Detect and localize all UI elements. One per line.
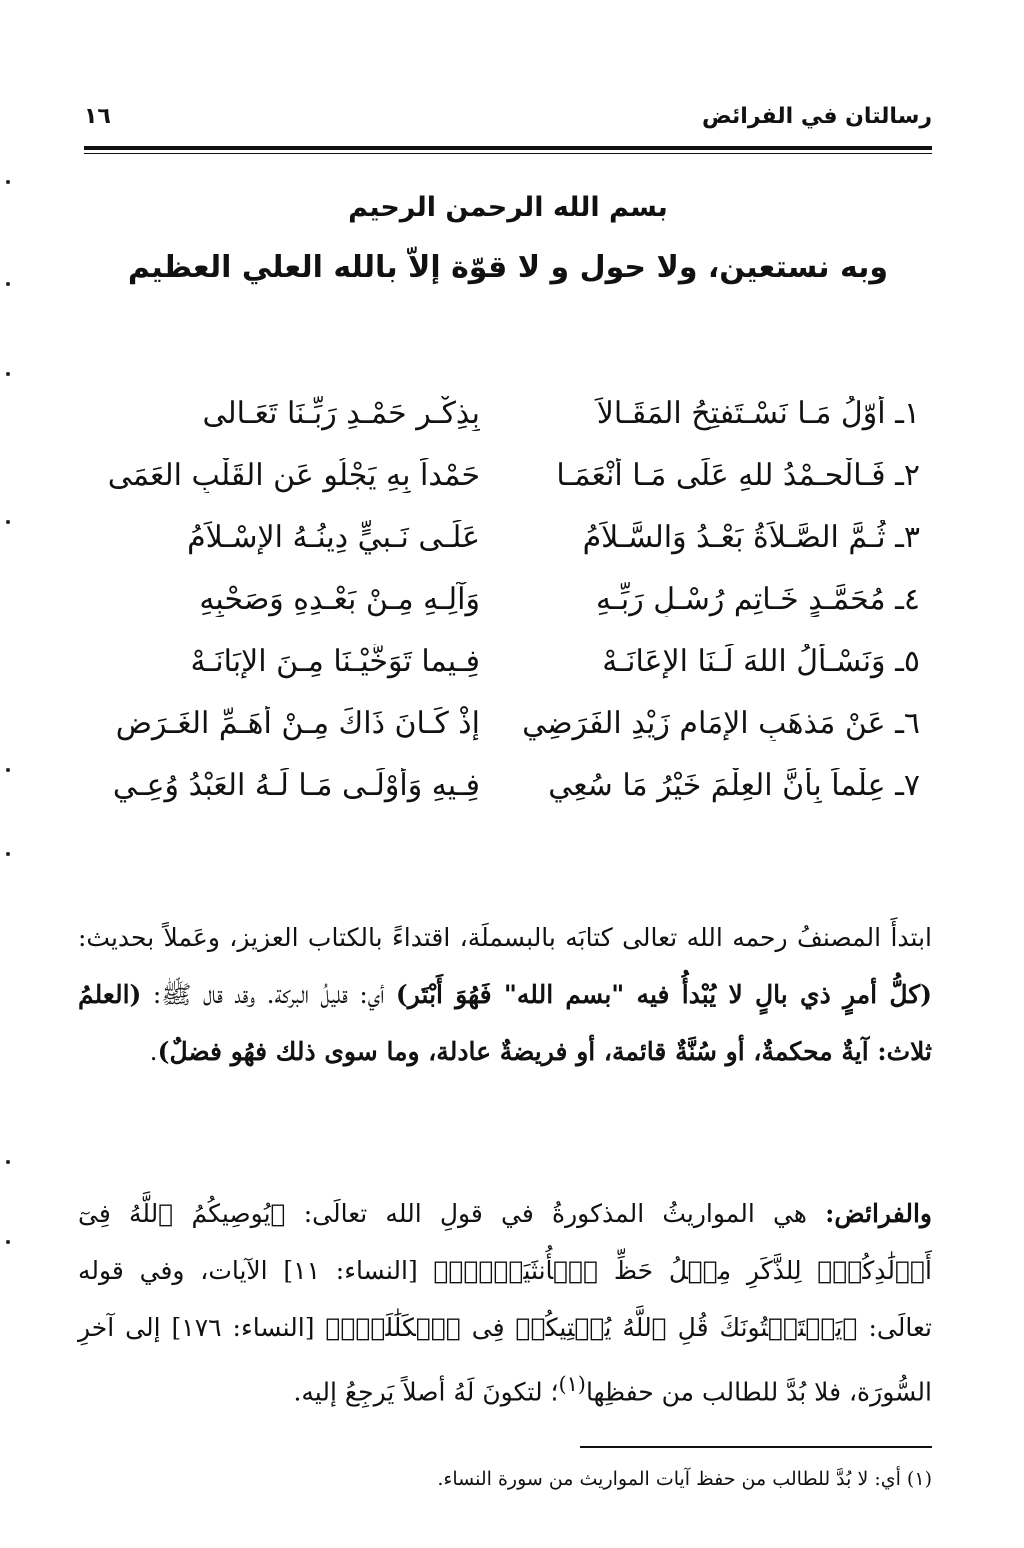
verse: [100, 514, 920, 576]
header-rule-thin: [84, 153, 932, 154]
footnote: (١) أي: لا بُدَّ للطالب من حفظ آيات المواريث من سورة النساء.: [437, 1468, 932, 1490]
margin-dot: [6, 852, 10, 856]
verse-second-hemistich: إذْ كَـانَ ذَاكَ مِـنْ أَهَـمِّ الغَـرَضِ: [115, 706, 480, 741]
term-label: والفرائض:: [825, 1199, 932, 1228]
commentary-paragraph: [78, 909, 932, 1080]
footnote-rule: [580, 1446, 932, 1448]
quran-quote: ﴿يُوصِيكُمُ ٱللَّهُ فِىٓ أَوۡلَٰدِكُمۡۖ لِلذَّكَرِ مِثۡلُ حَظِّ ٱلۡأُنثَيَيۡنِۚ﴾: [78, 1199, 932, 1285]
verse-first-hemistich: ٥ـ وَنَسْـأَلُ اللهَ لَـنَا الإِعَانَـهْ: [602, 644, 920, 679]
verse-first-hemistich: ١ـ أوّلُ مَـا نَسْـتَفتِحُ المَقَـالاَ: [596, 396, 920, 431]
margin-dot: [6, 768, 10, 772]
definition-paragraph: [78, 1185, 932, 1420]
verse-second-hemistich: فِـيما تَوَخَّيْـنَا مِـنَ الإِبَانَـهْ: [190, 644, 480, 679]
quran-quote: ﴿يَسۡتَفۡتُونَكَ قُلِ ٱللَّهُ يُفۡتِيكُمۡ فِى ٱلۡكَلَٰلَةِۚ﴾: [325, 1313, 858, 1342]
verse-first-hemistich: ٢ـ فَـالْحـمْدُ للهِ عَلَى مَـا أنْعَمَـا: [556, 458, 920, 493]
verse-first-hemistich: ٧ـ عِلْماً بِأَنَّ العِلْمَ خَيْرُ مَا سُعِي: [548, 768, 920, 803]
margin-dot: [6, 180, 10, 184]
margin-dot: [6, 282, 10, 286]
hadith-quote: (العلمُ ثلاث: آيةٌ محكمةٌ، أو سُنَّةٌ قائمة، أو فريضةٌ عادلة، وما سوى ذلك فهُو فضلٌ): [78, 980, 932, 1066]
verse-second-hemistich: فِـيهِ وَأَوْلَـى مَـا لَـهُ العَبْدُ وُعِـي: [112, 768, 480, 803]
verse-first-hemistich: ٦ـ عَنْ مَذهَبِ الإِمَامِ زَيْدِ الفَرَضِي: [522, 706, 920, 741]
verse: [100, 390, 920, 452]
margin-dot: [6, 1160, 10, 1164]
paragraph-text: .: [149, 1037, 158, 1066]
running-header: [84, 100, 932, 144]
verse-first-hemistich: ٣ـ ثُـمَّ الصَّـلاَةُ بَعْـدُ وَالسَّـلاَمُ: [582, 520, 920, 555]
paragraph-text: ؛ لتكونَ لَهُ أصلاً يَرجِعُ إليه.: [293, 1377, 559, 1407]
invocation-line: وبه نستعين، ولا حول و لا قوّة إلاّ بالله العلي العظيم: [127, 250, 889, 285]
paragraph-text: أي: قليلُ البركة. وقد قال ﷺ:: [141, 980, 396, 1009]
verse-second-hemistich: وَآلِـهِ مِـنْ بَعْـدِهِ وَصَحْبِهِ: [199, 582, 480, 617]
paragraph-text: هي المواريثُ المذكورةُ في قولِ الله تعالَى:: [285, 1199, 826, 1228]
verse: [100, 700, 920, 762]
verse-second-hemistich: حَمْداً بِهِ يَجْلُو عَنِ القَلْبِ العَمَى: [107, 458, 480, 493]
book-title: رسالتان في الفرائض: [702, 104, 932, 129]
verse: [100, 762, 920, 824]
verse-second-hemistich: عَلَـى نَـبيٍّ دِينُـهُ الإِسْـلاَمُ: [187, 520, 480, 555]
hadith-quote: (كلُّ أمرٍ ذي بالٍ لا يُبْدأُ فيه "بسم الله" فَهُوَ أَبْتَر): [395, 980, 932, 1009]
verse-second-hemistich: بِذِكْـرِ حَمْـدِ رَبِّـنَا تَعَـالى: [202, 396, 480, 431]
quran-reference: [النساء: ١١]: [267, 1256, 434, 1285]
margin-dot: [6, 520, 10, 524]
paragraph-text: الآيات، وفي قوله تعالَى:: [78, 1256, 932, 1342]
paragraph-text: إلى آخرِ السُّورَة، فلا بُدَّ للطالب من حفظِها: [78, 1313, 932, 1407]
quran-reference: [النساء: ١٧٦]: [160, 1313, 326, 1342]
margin-dot: [6, 1240, 10, 1244]
margin-dot: [6, 372, 10, 376]
header-rule-thick: [84, 146, 932, 150]
page-number: ١٦: [84, 104, 111, 129]
footnote-marker: (١): [558, 1372, 586, 1396]
verse-first-hemistich: ٤ـ مُحَمَّـدٍ خَـاتِمِ رُسْـلِ رَبِّـهِ: [595, 582, 920, 617]
verse: [100, 576, 920, 638]
basmala: بسم الله الرحمن الرحيم: [348, 192, 668, 223]
verse: [100, 638, 920, 700]
paragraph-text: ابتدأَ المصنفُ رحمه الله تعالى كتابَه بالبسملَة، اقتداءً بالكتاب العزيز، وعَملاً بحديث:: [78, 923, 932, 952]
verse: [100, 452, 920, 514]
poem: [100, 390, 920, 824]
